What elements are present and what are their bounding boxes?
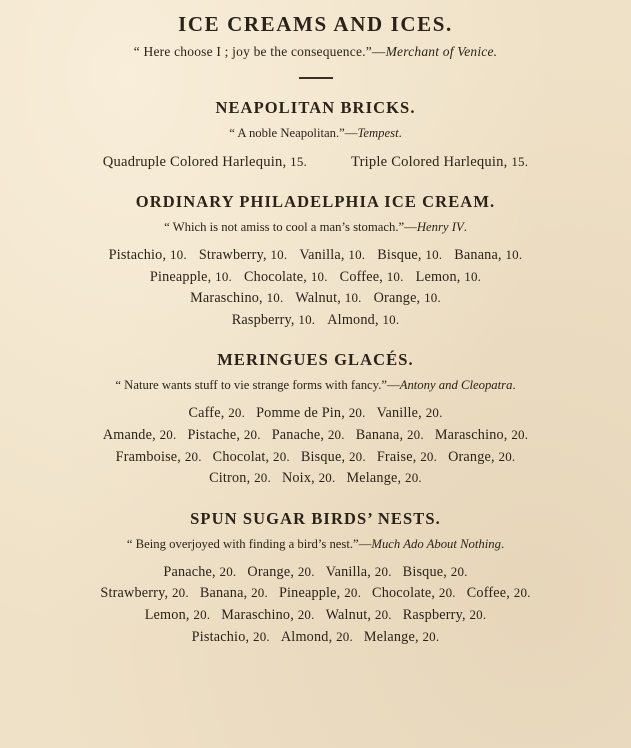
item-list — [18, 403, 613, 489]
menu-item[interactable] — [103, 154, 307, 170]
item-name: Orange, — [373, 290, 421, 307]
section-quote-text: “ Which is not amiss to cool a man’s stomach.”— — [164, 220, 417, 235]
menu-item[interactable] — [281, 629, 353, 645]
page-epigraph — [18, 44, 613, 60]
section-title: ORDINARY PHILADELPHIA ICE CREAM. — [135, 192, 496, 212]
item-price: 10. — [344, 290, 362, 306]
item-name: Vanille, — [376, 405, 422, 422]
menu-item[interactable] — [448, 449, 515, 465]
menu-item[interactable] — [188, 405, 245, 421]
item-price: 20. — [273, 448, 290, 464]
item-price: 10. — [215, 268, 232, 284]
item-price: 20. — [219, 563, 237, 579]
item-name: Almond, — [280, 628, 333, 645]
item-name: Melange, — [346, 470, 402, 487]
item-price: 20. — [344, 585, 362, 601]
section-quote — [18, 537, 613, 552]
item-line — [18, 310, 613, 332]
item-name: Coffee, — [466, 585, 511, 602]
item-name: Chocolate, — [372, 585, 436, 602]
item-name: Vanilla, — [325, 563, 372, 580]
section-quote — [18, 378, 613, 393]
item-price: 20. — [184, 448, 202, 464]
item-name: Walnut, — [295, 290, 341, 307]
item-price: 10. — [505, 247, 523, 263]
item-name: Strawberry, — [198, 247, 267, 264]
section-title: SPUN SUGAR BIRDS’ NESTS. — [190, 508, 441, 528]
item-list — [18, 562, 613, 648]
epigraph-source: Merchant of Venice. — [385, 44, 498, 59]
item-price: 20. — [406, 427, 424, 443]
menu-item[interactable] — [340, 269, 404, 285]
item-line — [18, 562, 613, 584]
item-name: Banana, — [355, 427, 404, 444]
item-price: 10. — [270, 247, 288, 263]
item-name: Pistachio, — [191, 628, 250, 645]
section-neapolitan-bricks — [18, 98, 613, 173]
item-price: 20. — [420, 448, 438, 464]
section-spun-sugar-birds-nests — [18, 509, 613, 648]
menu-item[interactable] — [467, 585, 531, 601]
section-quote-source: Much Ado About Nothing — [371, 536, 501, 551]
menu-item[interactable] — [116, 449, 202, 465]
menu-item[interactable] — [256, 405, 366, 421]
item-name: Bisque, — [402, 563, 448, 580]
item-price: 20. — [450, 563, 468, 579]
item-price: 20. — [228, 405, 246, 421]
item-name: Maraschino, — [221, 606, 294, 623]
section-ordinary-philadelphia-ice-cream — [18, 192, 613, 331]
menu-item[interactable] — [279, 585, 361, 601]
section-quote-text: “ Being overjoyed with finding a bird’s nest.”— — [126, 536, 372, 551]
item-name: Almond, — [327, 311, 379, 328]
section-quote-end: . — [512, 378, 516, 393]
item-line — [18, 288, 613, 310]
menu-item[interactable] — [192, 629, 270, 645]
menu-item[interactable] — [372, 585, 456, 601]
item-price: 20. — [438, 585, 456, 601]
item-price: 10. — [266, 290, 284, 306]
item-name: Framboise, — [115, 448, 182, 465]
section-quote-end: . — [398, 126, 402, 140]
item-price: 10. — [169, 247, 187, 263]
item-name: Coffee, — [339, 268, 383, 285]
item-price: 20. — [405, 470, 422, 486]
menu-item[interactable] — [272, 427, 345, 443]
item-price: 20. — [297, 606, 315, 622]
item-name: Maraschino, — [190, 290, 263, 307]
menu-item[interactable] — [221, 607, 314, 623]
section-quote-text: “ Nature wants stuff to vie strange forms with fancy.”— — [115, 378, 400, 393]
menu-item[interactable] — [187, 427, 260, 443]
item-price: 15. — [290, 154, 308, 169]
epigraph-quote: “ Here choose I ; joy be the consequence.”— — [133, 44, 386, 59]
menu-item[interactable] — [282, 470, 336, 486]
item-name: Lemon, — [415, 268, 461, 285]
item-price: 10. — [348, 247, 366, 263]
menu-item[interactable] — [377, 405, 443, 421]
item-price: 20. — [251, 585, 268, 601]
item-name: Pistache, — [187, 427, 241, 444]
item-line — [18, 403, 613, 425]
menu-item[interactable] — [327, 312, 399, 328]
item-price: 15. — [511, 154, 529, 169]
menu-item[interactable] — [109, 247, 187, 263]
item-price: 20. — [348, 448, 366, 464]
menu-item[interactable] — [199, 247, 287, 263]
item-price: 20. — [422, 628, 440, 644]
item-price: 20. — [374, 563, 392, 579]
menu-item[interactable] — [103, 427, 177, 443]
menu-item[interactable] — [377, 449, 437, 465]
section-quote-source: Antony and Cleopatra — [399, 378, 513, 393]
item-name: Noix, — [281, 470, 315, 487]
menu-item[interactable] — [454, 247, 522, 263]
item-line — [18, 583, 613, 605]
item-line — [18, 245, 613, 267]
menu-item[interactable] — [299, 247, 365, 263]
item-price: 10. — [310, 268, 328, 284]
divider-rule — [299, 77, 333, 79]
section-quote — [18, 126, 613, 141]
item-price: 20. — [254, 470, 271, 486]
item-price: 20. — [171, 585, 189, 601]
item-price: 20. — [511, 427, 529, 443]
menu-item[interactable] — [150, 269, 232, 285]
item-line — [18, 468, 613, 490]
menu-item[interactable] — [326, 564, 392, 580]
item-price: 20. — [327, 427, 345, 443]
item-name: Chocolate, — [243, 268, 308, 285]
menu-item[interactable] — [435, 427, 528, 443]
item-name: Pomme de Pin, — [256, 405, 345, 422]
item-line — [18, 605, 613, 627]
menu-item[interactable] — [346, 470, 421, 486]
item-price: 20. — [318, 470, 336, 486]
item-name: Banana, — [199, 585, 248, 602]
item-name: Citron, — [209, 470, 251, 487]
section-title: MERINGUES GLACÉS. — [217, 350, 414, 370]
menu-item[interactable] — [190, 290, 283, 306]
section-title: NEAPOLITAN BRICKS. — [215, 98, 416, 117]
item-price: 20. — [374, 606, 392, 622]
section-quote-text: “ A noble Neapolitan.”— — [229, 126, 358, 140]
item-price: 20. — [469, 606, 487, 622]
item-price: 20. — [513, 585, 531, 601]
item-price: 20. — [425, 405, 443, 421]
menu-item[interactable] — [403, 564, 468, 580]
item-price: 20. — [193, 606, 211, 622]
section-quote-source: Tempest — [357, 126, 399, 140]
menu-item[interactable] — [301, 449, 366, 465]
item-name: Pistachio, — [108, 247, 167, 264]
item-name: Walnut, — [325, 606, 372, 623]
item-name: Quadruple Colored Harlequin, — [102, 154, 287, 170]
item-name: Caffe, — [188, 405, 225, 422]
item-name: Pineapple, — [278, 585, 341, 602]
item-price: 10. — [424, 290, 441, 306]
item-price: 20. — [297, 563, 315, 579]
item-list — [18, 151, 613, 173]
item-price: 10. — [382, 311, 400, 327]
menu-item[interactable] — [326, 607, 392, 623]
menu-item[interactable] — [209, 470, 271, 486]
item-name: Chocolat, — [212, 448, 270, 465]
item-price: 10. — [425, 247, 443, 263]
item-price: 20. — [159, 427, 177, 443]
menu-item[interactable] — [356, 427, 424, 443]
section-quote — [18, 220, 613, 235]
item-name: Pineapple, — [149, 268, 212, 285]
item-name: Fraise, — [376, 448, 417, 465]
item-price: 10. — [298, 311, 316, 327]
menu-item[interactable] — [145, 607, 211, 623]
menu-item[interactable] — [374, 290, 441, 306]
item-list — [18, 245, 613, 331]
item-name: Panache, — [271, 427, 325, 444]
menu-item[interactable] — [377, 247, 442, 263]
item-line — [18, 267, 613, 289]
item-name: Triple Colored Harlequin, — [351, 154, 508, 170]
item-name: Raspberry, — [231, 311, 295, 328]
page-title: ICE CREAMS AND ICES. — [178, 12, 453, 36]
menu-item[interactable] — [416, 269, 482, 285]
section-quote-end: . — [463, 220, 467, 235]
menu-item[interactable] — [247, 564, 314, 580]
item-name: Amande, — [102, 427, 156, 444]
item-name: Vanilla, — [299, 247, 345, 264]
menu-item[interactable] — [100, 585, 188, 601]
item-name: Orange, — [247, 563, 295, 580]
menu-item[interactable] — [364, 629, 439, 645]
item-price: 20. — [336, 628, 353, 644]
item-name: Maraschino, — [434, 427, 508, 444]
menu-item[interactable] — [163, 564, 236, 580]
item-name: Bisque, — [300, 448, 346, 465]
menu-item[interactable] — [295, 290, 361, 306]
item-name: Banana, — [454, 247, 502, 264]
section-quote-source: Henry IV — [416, 220, 464, 235]
section-quote-end: . — [500, 536, 505, 551]
item-name: Bisque, — [377, 247, 422, 264]
item-line — [18, 151, 613, 173]
item-price: 20. — [253, 628, 270, 644]
menu-item[interactable] — [403, 607, 487, 623]
section-meringues-glaces — [18, 350, 613, 489]
item-name: Orange, — [448, 448, 495, 465]
item-name: Panache, — [163, 563, 216, 580]
item-name: Lemon, — [144, 606, 190, 623]
item-line — [18, 425, 613, 447]
menu-item[interactable] — [244, 269, 328, 285]
item-name: Melange, — [363, 628, 419, 645]
menu-item[interactable] — [351, 154, 528, 170]
item-name: Strawberry, — [100, 585, 169, 602]
item-price: 20. — [348, 405, 366, 421]
item-line — [18, 447, 613, 469]
item-price: 10. — [386, 268, 404, 284]
menu-item[interactable] — [213, 449, 290, 465]
menu-item[interactable] — [232, 312, 316, 328]
item-price: 10. — [464, 268, 482, 284]
item-price: 20. — [243, 427, 261, 443]
item-line — [18, 627, 613, 649]
item-price: 20. — [498, 448, 516, 464]
item-name: Raspberry, — [402, 606, 466, 623]
menu-item[interactable] — [200, 585, 268, 601]
